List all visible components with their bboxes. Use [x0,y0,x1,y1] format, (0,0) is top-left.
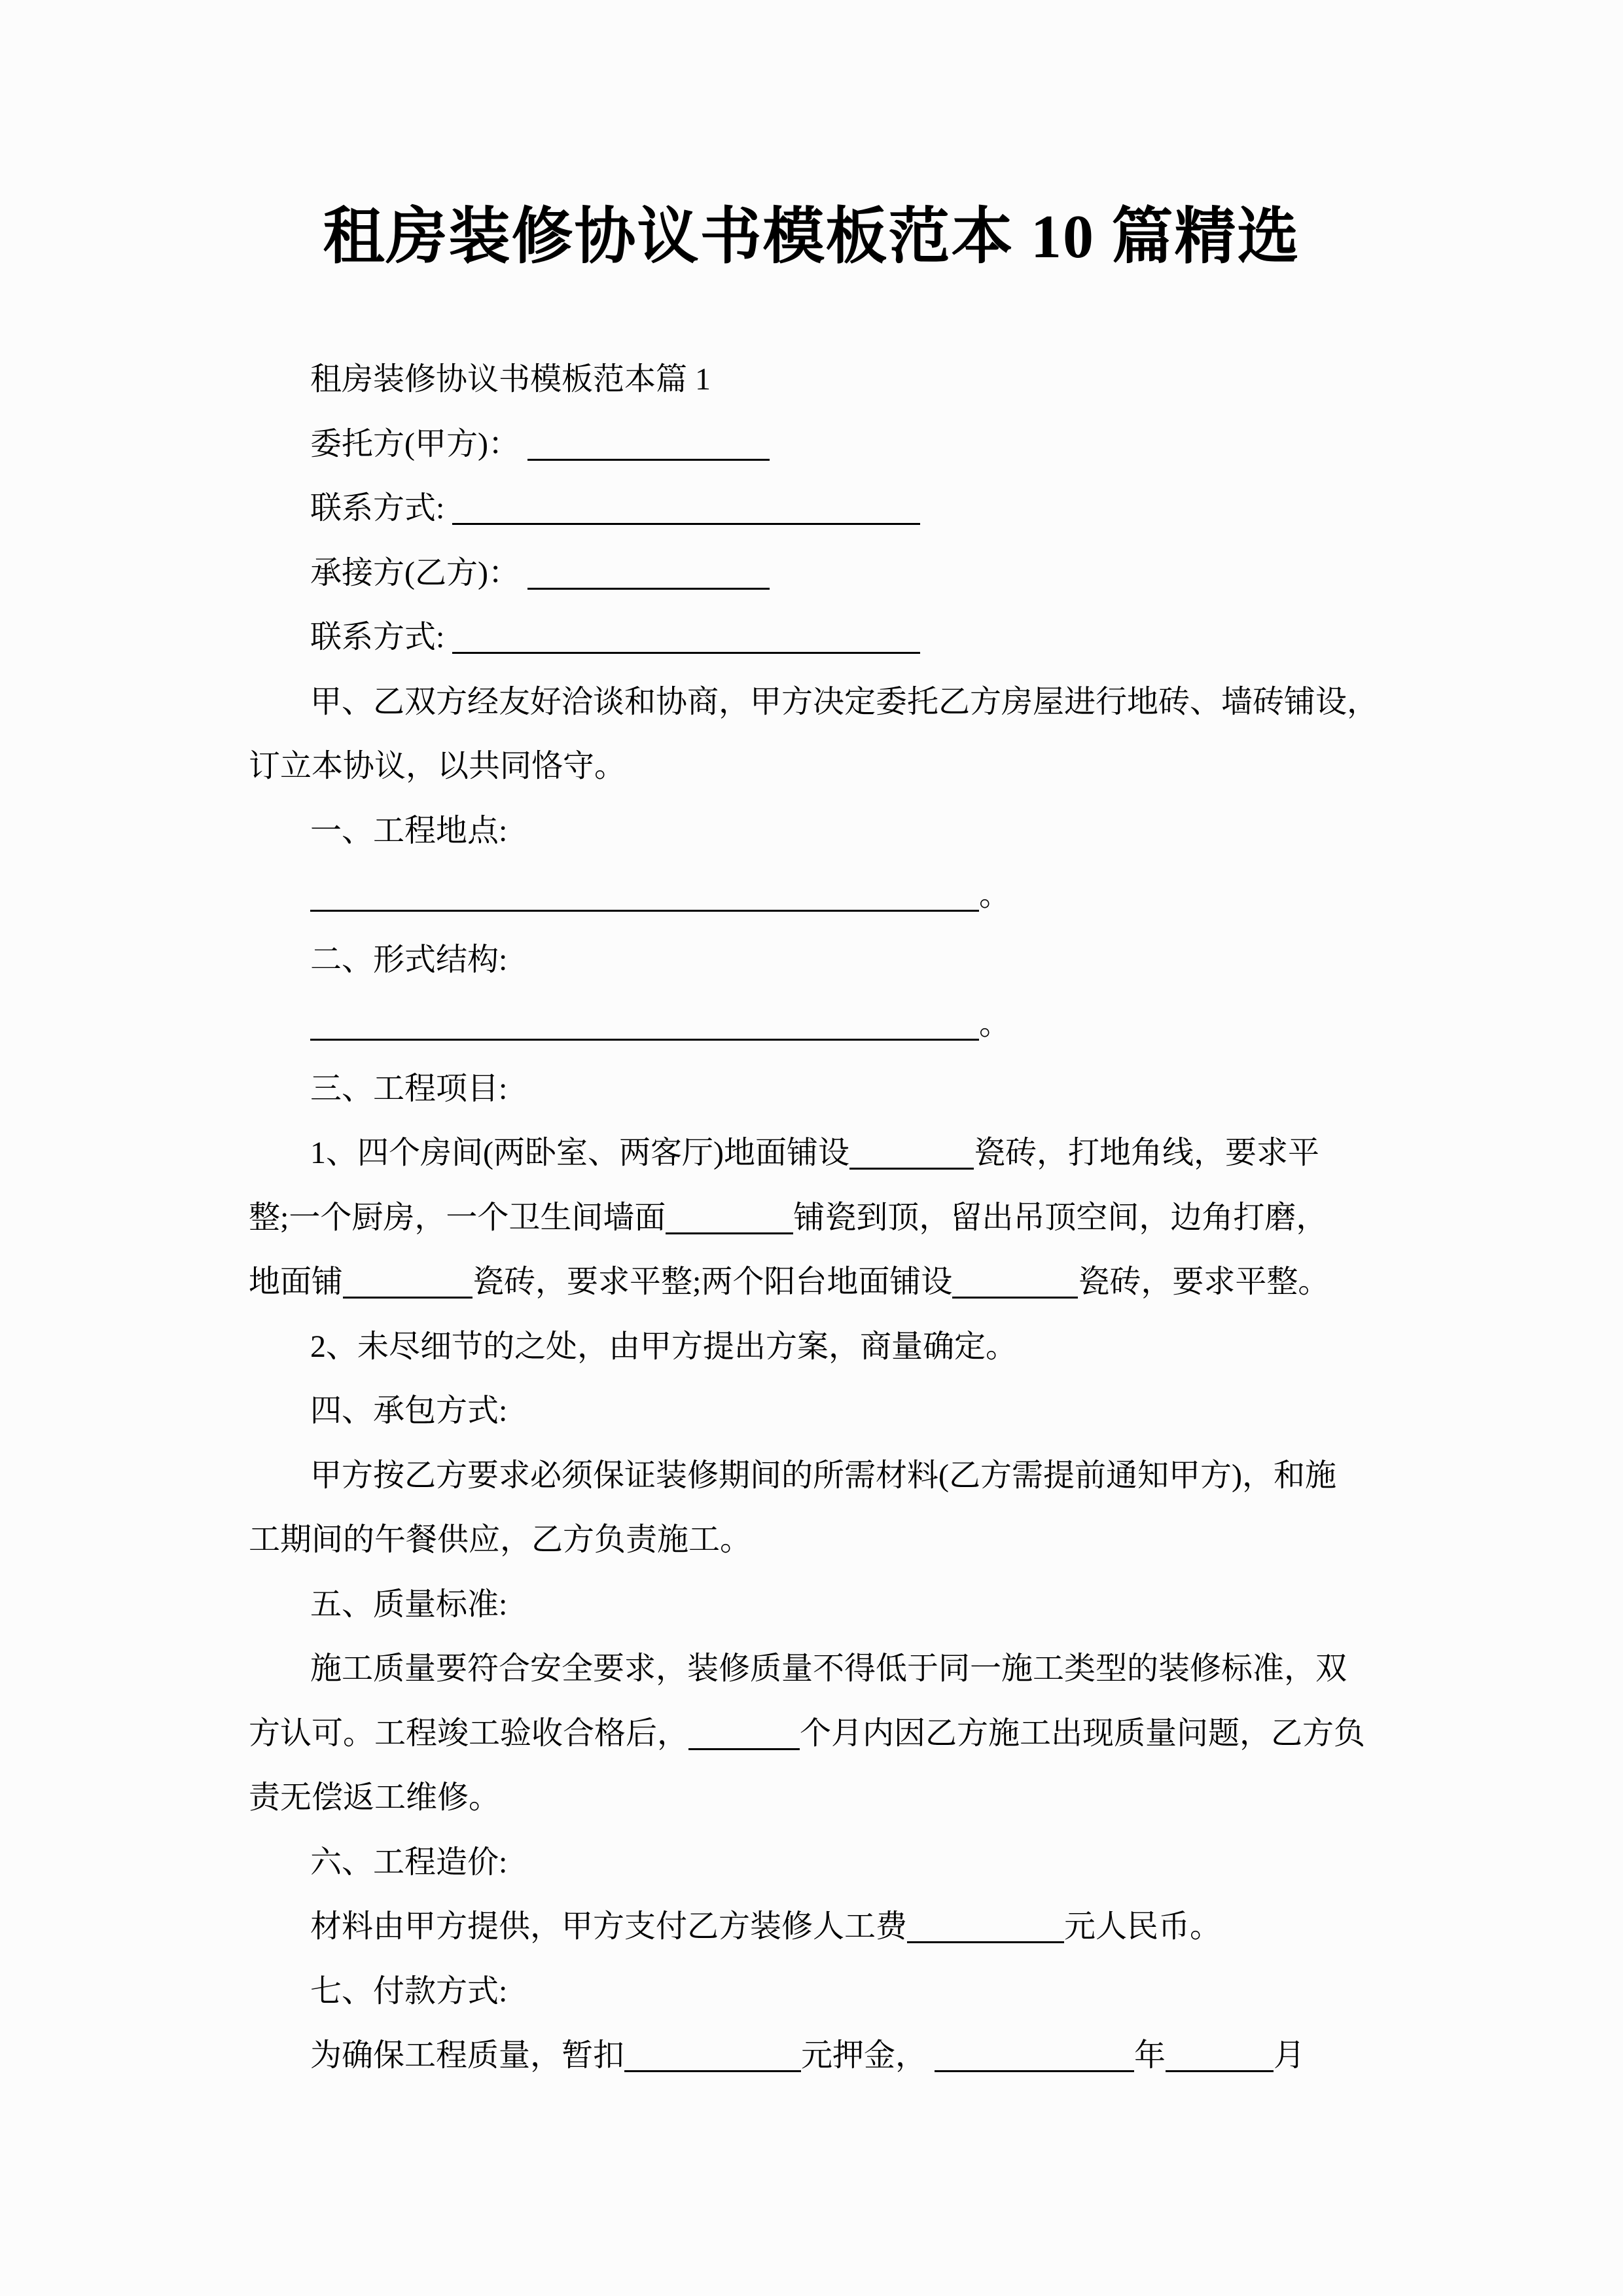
text-run: 瓷砖，打地角线，要求平 [973,1136,1319,1170]
document-line [249,1508,1374,1573]
document-line [249,1895,1374,1960]
fill-in-blank [527,459,770,461]
text-run: 元押金， [801,2038,935,2073]
document-line [249,799,1374,864]
text-run: 联系方式: [310,491,453,526]
document-line [249,476,1374,541]
document-line [249,1057,1374,1122]
fill-in-blank [452,652,920,654]
fill-in-blank [343,1297,473,1299]
document-line [249,2024,1374,2089]
fill-in-blank [310,910,979,912]
fill-in-blank [310,1039,979,1041]
text-run: 六、工程造价: [310,1844,508,1880]
fill-in-blank [688,1748,800,1750]
fill-in-blank [952,1297,1078,1299]
document-line [249,1121,1374,1186]
text-run: 铺瓷到顶，留出吊顶空间，边角打磨， [793,1200,1328,1235]
fill-in-blank [907,1941,1064,1943]
fill-in-blank [666,1232,793,1234]
document-line [249,541,1374,606]
fill-in-blank [527,588,770,590]
text-run: 瓷砖，要求平整。 [1078,1265,1330,1299]
text-run: 五、质量标准: [310,1587,508,1622]
document-line [249,605,1374,670]
text-run: 方认可。工程竣工验收合格后， [249,1715,689,1751]
text-run: 承接方(乙方)： [310,555,527,590]
text-run: 联系方式: [310,620,453,655]
fill-in-blank [935,2070,1134,2072]
document-line [249,1637,1374,1702]
document-title: 租房装修协议书模板范本 10 篇精选 [323,203,1300,271]
document-line [249,1444,1374,1509]
document-line [249,412,1374,477]
fill-in-blank [452,523,920,525]
text-run: 2、未尽细节的之处，由甲方提出方案，商量确定。 [310,1329,1018,1364]
document-line [249,1573,1374,1638]
text-run: 整;一个厨房，一个卫生间墙面 [249,1200,666,1235]
document-line [249,928,1374,993]
text-run: 个月内因乙方施工出现质量问题，乙方负 [800,1715,1366,1751]
text-run: 元人民币。 [1064,1909,1222,1944]
text-run: 租房装修协议书模板范本篇 1 [310,362,711,397]
document-line [249,1702,1374,1767]
document-line [249,1960,1374,2024]
text-run: 地面铺 [249,1265,344,1299]
text-run: 三、工程项目: [310,1071,508,1106]
document-line [249,670,1379,735]
document-line [249,1250,1374,1315]
text-run: 一、工程地点: [310,813,508,848]
text-run: 年 [1134,2038,1166,2073]
text-run: 施工质量要符合安全要求，装修质量不得低于同一施工类型的装修标准，双 [310,1651,1347,1686]
fill-in-blank [1166,2070,1274,2072]
text-run: 1、四个房间(两卧室、两客厅)地面铺设 [310,1136,849,1170]
text-run: 七、付款方式: [310,1973,508,2009]
document-line [249,734,1374,799]
document-line [249,863,1374,928]
fill-in-blank [624,2070,801,2072]
document-line [249,1315,1374,1380]
text-run: 材料由甲方提供，甲方支付乙方装修人工费 [310,1909,908,1944]
text-run: 甲方按乙方要求必须保证装修期间的所需材料(乙方需提前通知甲方)，和施 [310,1458,1336,1493]
document-line [249,1831,1374,1895]
text-run: 工期间的午餐供应，乙方负责施工。 [249,1522,752,1557]
document-body [249,348,1379,2089]
text-run: 委托方(甲方)： [310,426,527,461]
text-run: 瓷砖，要求平整;两个阳台地面铺设 [473,1265,953,1299]
text-run: 二、形式结构: [310,942,508,977]
text-run: 。 [979,1007,1011,1041]
document-line [249,992,1374,1057]
document-line [249,1186,1374,1251]
document-line [249,1766,1374,1831]
text-run: 。 [979,878,1011,912]
text-run: 月 [1274,2038,1306,2073]
text-run: 为确保工程质量，暂扣 [310,2038,625,2073]
text-run: 甲、乙双方经友好洽谈和协商，甲方决定委托乙方房屋进行地砖、墙砖铺设， [310,684,1379,719]
fill-in-blank [849,1168,974,1170]
text-run: 四、承包方式: [310,1393,508,1428]
document-line [249,1379,1374,1444]
text-run: 订立本协议，以共同恪守。 [249,749,626,783]
document-line [249,348,1374,412]
text-run: 责无偿返工维修。 [249,1780,501,1815]
